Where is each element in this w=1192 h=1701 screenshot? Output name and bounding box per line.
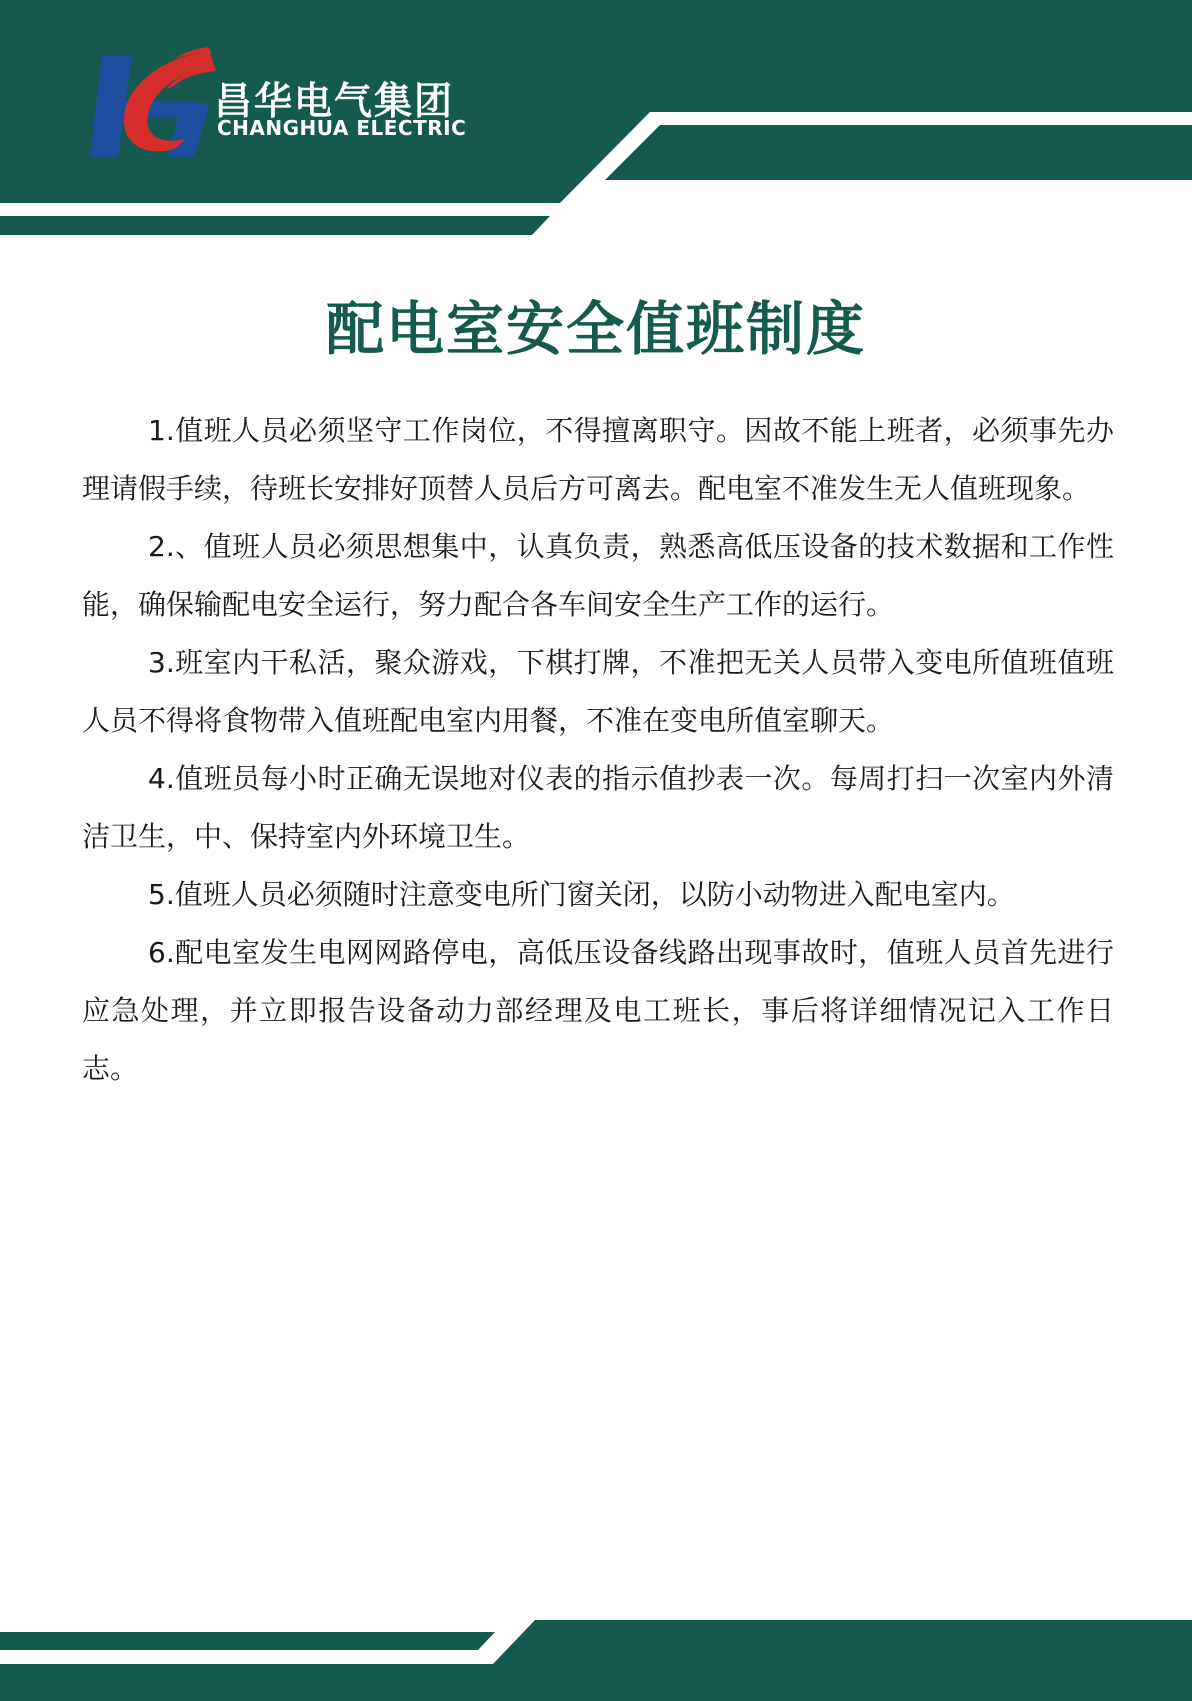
brand-name-en: CHANGHUA ELECTRIC xyxy=(217,116,467,140)
footer-band-stripe xyxy=(0,1632,495,1650)
header-band-stripe xyxy=(605,125,1192,180)
rule-paragraph-4: 4.值班员每小时正确无误地对仪表的指示值抄表一次。每周打扫一次室内外清洁卫生，中、保持室内外环境卫生。 xyxy=(82,762,1114,853)
rule-paragraph-6: 6.配电室发生电网网路停电，高低压设备线路出现事故时，值班人员首先进行应急处理，并立即报告设备动力部经理及电工班长，事后将详细情况记入工作日志。 xyxy=(82,936,1114,1085)
brand-logo xyxy=(90,40,490,170)
rule-paragraph-3: 3.班室内干私活，聚众游戏，下棋打牌，不准把无关人员带入变电所值班值班人员不得将食物带入值班配电室内用餐，不准在变电所值室聊天。 xyxy=(82,646,1114,737)
document-body xyxy=(82,402,1114,1098)
rule-paragraph-1: 1.值班人员必须坚守工作岗位，不得擅离职守。因故不能上班者，必须事先办理请假手续，待班长安排好顶替人员后方可离去。配电室不准发生无人值班现象。 xyxy=(82,414,1114,505)
document-title: 配电室安全值班制度 xyxy=(325,295,866,363)
rule-paragraph-2: 2.、值班人员必须思想集中，认真负责，熟悉高低压设备的技术数据和工作性能，确保输配电安全运行，努力配合各车间安全生产工作的运行。 xyxy=(82,530,1114,621)
header-band-underline xyxy=(0,216,550,235)
footer-band xyxy=(0,1620,1192,1701)
changhua-logo-icon xyxy=(90,45,220,165)
rule-paragraph-5: 5.值班人员必须随时注意变电所门窗关闭，以防小动物进入配电室内。 xyxy=(148,878,1015,911)
brand-name-cn: 昌华电气集团 xyxy=(214,79,455,123)
